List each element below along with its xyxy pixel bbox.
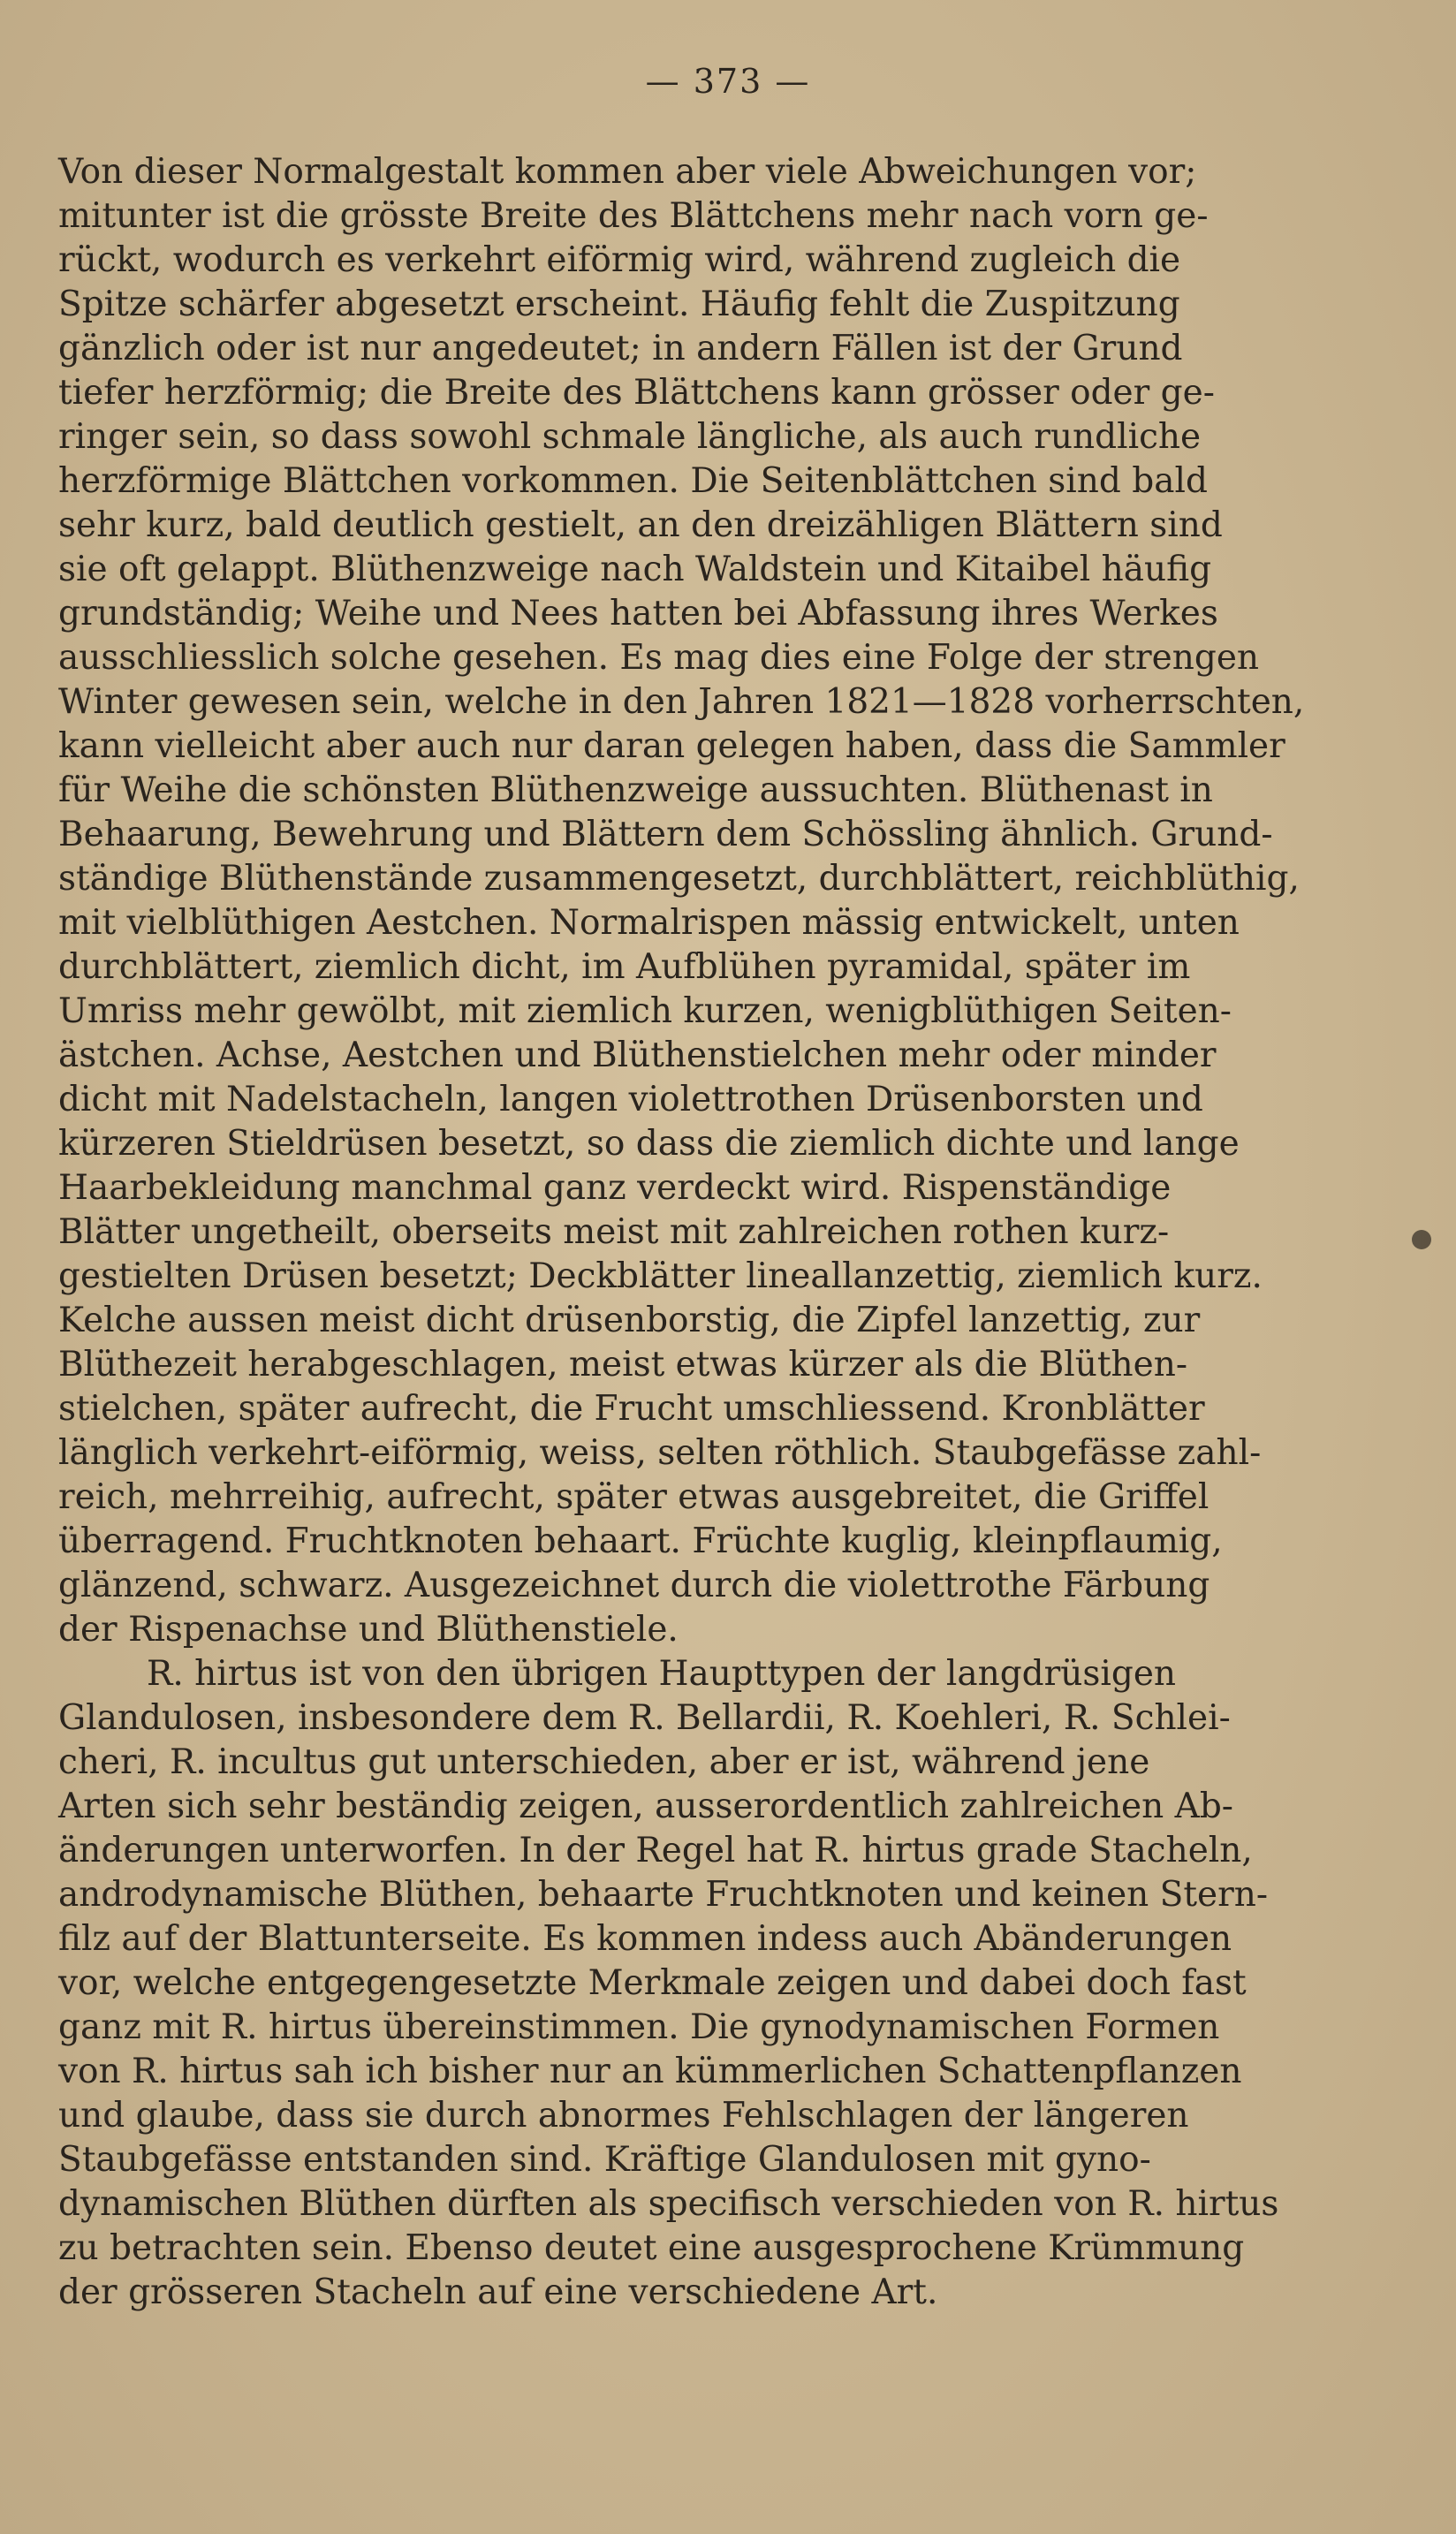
text-line: kürzeren Stieldrüsen besetzt, so dass die ziemlich dichte und lange (58, 1124, 1240, 1164)
text-line: Kelche aussen meist dicht drüsenborstig, die Zipfel lanzettig, zur (58, 1301, 1201, 1340)
text-line: filz auf der Blattunterseite. Es kommen indess auch Abänderungen (58, 1919, 1232, 1959)
text-line: grundständig; Weihe und Nees hatten bei Abfassung ihres Werkes (58, 594, 1218, 634)
text-line: mit vielblüthigen Aestchen. Normalrispen mässig entwickelt, unten (58, 903, 1240, 943)
text-line: dicht mit Nadelstacheln, langen violettrothen Drüsenborsten und (58, 1080, 1203, 1119)
text-line: zu betrachten sein. Ebenso deutet eine ausgesprochene Krümmung (58, 2228, 1245, 2268)
text-line: stielchen, später aufrecht, die Frucht umschliessend. Kronblätter (58, 1389, 1205, 1429)
text-line: ganz mit R. hirtus übereinstimmen. Die gynodynamischen Formen (58, 2007, 1220, 2047)
text-line: ringer sein, so dass sowohl schmale längliche, als auch rundliche (58, 417, 1202, 457)
paragraph-1 (58, 150, 1384, 1652)
text-line: rückt, wodurch es verkehrt eiförmig wird, während zugleich die (58, 240, 1181, 280)
ink-blot (1412, 1230, 1431, 1249)
text-line: Winter gewesen sein, welche in den Jahren 1821—1828 vorherrschten, (58, 682, 1305, 722)
text-line: Spitze schärfer abgesetzt erscheint. Häufig fehlt die Zuspitzung (58, 285, 1180, 324)
text-line: mitunter ist die grösste Breite des Blättchens mehr nach vorn ge- (58, 196, 1209, 236)
text-line: der grösseren Stacheln auf eine verschiedene Art. (58, 2272, 938, 2312)
paragraph-2 (58, 1652, 1384, 2315)
text-line: tiefer herzförmig; die Breite des Blättchens kann grösser oder ge- (58, 373, 1215, 413)
text-line: R. hirtus ist von den übrigen Haupttypen der langdrüsigen (147, 1654, 1177, 1694)
body-text (58, 150, 1384, 2315)
page-number: — 373 — (645, 62, 811, 101)
text-line: reich, mehrreihig, aufrecht, später etwas ausgebreitet, die Griffel (58, 1477, 1210, 1517)
text-line: dynamischen Blüthen dürften als specifisch verschieden von R. hirtus (58, 2184, 1279, 2224)
text-line: cheri, R. incultus gut unterschieden, aber er ist, während jene (58, 1742, 1150, 1782)
text-line: sie oft gelappt. Blüthenzweige nach Waldstein und Kitaibel häufig (58, 550, 1212, 589)
text-line: Glandulosen, insbesondere dem R. Bellardii, R. Koehleri, R. Schlei- (58, 1698, 1231, 1738)
text-line: von R. hirtus sah ich bisher nur an kümmerlichen Schattenpflanzen (58, 2052, 1242, 2091)
text-line: und glaube, dass sie durch abnormes Fehlschlagen der längeren (58, 2096, 1189, 2136)
text-line: durchblättert, ziemlich dicht, im Aufblühen pyramidal, später im (58, 947, 1191, 987)
text-line: Von dieser Normalgestalt kommen aber viele Abweichungen vor; (58, 152, 1197, 192)
text-line: für Weihe die schönsten Blüthenzweige aussuchten. Blüthenast in (58, 770, 1213, 810)
text-line: Arten sich sehr beständig zeigen, ausserordentlich zahlreichen Ab- (58, 1787, 1233, 1826)
text-line: Staubgefässe entstanden sind. Kräftige Glandulosen mit gyno- (58, 2140, 1151, 2180)
text-line: glänzend, schwarz. Ausgezeichnet durch die violettrothe Färbung (58, 1566, 1210, 1605)
text-line: Behaarung, Bewehrung und Blättern dem Schössling ähnlich. Grund- (58, 815, 1273, 854)
text-line: Haarbekleidung manchmal ganz verdeckt wird. Rispenständige (58, 1168, 1172, 1208)
text-line: der Rispenachse und Blüthenstiele. (58, 1610, 679, 1650)
text-line: gestielten Drüsen besetzt; Deckblätter lineallanzettig, ziemlich kurz. (58, 1256, 1263, 1296)
text-line: sehr kurz, bald deutlich gestielt, an den dreizähligen Blättern sind (58, 505, 1223, 545)
text-line: androdynamische Blüthen, behaarte Fruchtknoten und keinen Stern- (58, 1875, 1269, 1915)
text-line: kann vielleicht aber auch nur daran gelegen haben, dass die Sammler (58, 726, 1285, 766)
text-line: ausschliesslich solche gesehen. Es mag dies eine Folge der strengen (58, 638, 1260, 678)
text-line: ständige Blüthenstände zusammengesetzt, durchblättert, reichblüthig, (58, 859, 1300, 899)
text-line: überragend. Fruchtknoten behaart. Früchte kuglig, kleinpflaumig, (58, 1521, 1223, 1561)
text-line: Umriss mehr gewölbt, mit ziemlich kurzen, wenigblüthigen Seiten- (58, 991, 1232, 1031)
text-line: vor, welche entgegengesetzte Merkmale zeigen und dabei doch fast (58, 1963, 1247, 2003)
text-line: länglich verkehrt-eiförmig, weiss, selten röthlich. Staubgefässe zahl- (58, 1433, 1262, 1473)
text-line: gänzlich oder ist nur angedeutet; in andern Fällen ist der Grund (58, 329, 1183, 368)
text-line: Blätter ungetheilt, oberseits meist mit zahlreichen rothen kurz- (58, 1212, 1170, 1252)
text-line: herzförmige Blättchen vorkommen. Die Seitenblättchen sind bald (58, 461, 1208, 501)
text-line: änderungen unterworfen. In der Regel hat R. hirtus grade Stacheln, (58, 1831, 1253, 1870)
text-line: ästchen. Achse, Aestchen und Blüthenstielchen mehr oder minder (58, 1036, 1217, 1075)
text-line: Blüthezeit herabgeschlagen, meist etwas kürzer als die Blüthen- (58, 1345, 1187, 1385)
